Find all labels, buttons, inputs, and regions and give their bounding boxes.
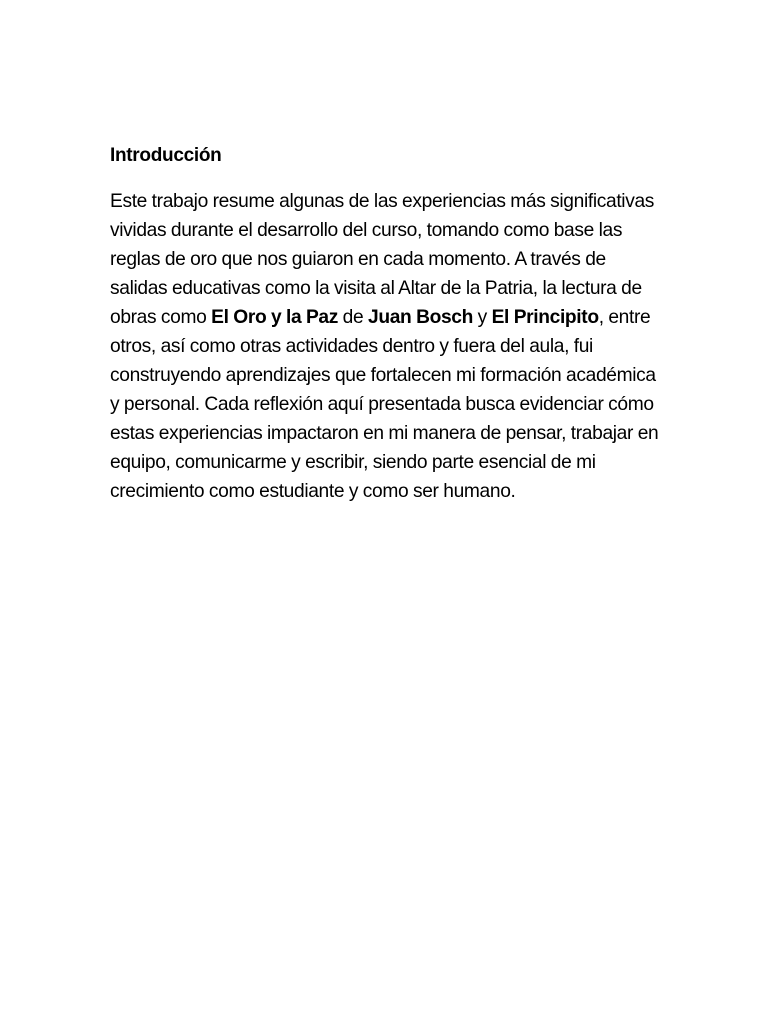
introduction-paragraph <box>110 187 666 506</box>
author-juan-bosch: Juan Bosch <box>368 307 473 328</box>
document-content <box>110 142 666 506</box>
paragraph-text-4: , entre otros, así como otras actividades dentro y fuera del aula, fui construyendo aprendizajes que fortalecen mi formación académica y personal. Cada reflexión aquí presentada busca evidenciar cómo estas experiencias impactaron en mi manera de pensar, trabajar en equipo, comunicarme y escribir, siendo parte esencial de mi crecimiento como estudiante y como ser humano. <box>110 307 659 502</box>
book-title-el-principito: El Principito <box>491 307 599 328</box>
paragraph-text-3: y <box>472 307 492 328</box>
section-heading: Introducción <box>110 145 222 166</box>
paragraph-text-2: de <box>338 307 369 328</box>
book-title-el-oro-y-la-paz: El Oro y la Paz <box>211 307 338 328</box>
paragraph-text-1: Este trabajo resume algunas de las experiencias más significativas vividas durante el desarrollo del curso, tomando como base las reglas de oro que nos guiaron en cada momento. A través de salidas educativas como la visita al Altar de la Patria, la lectura de obras como <box>110 191 655 328</box>
